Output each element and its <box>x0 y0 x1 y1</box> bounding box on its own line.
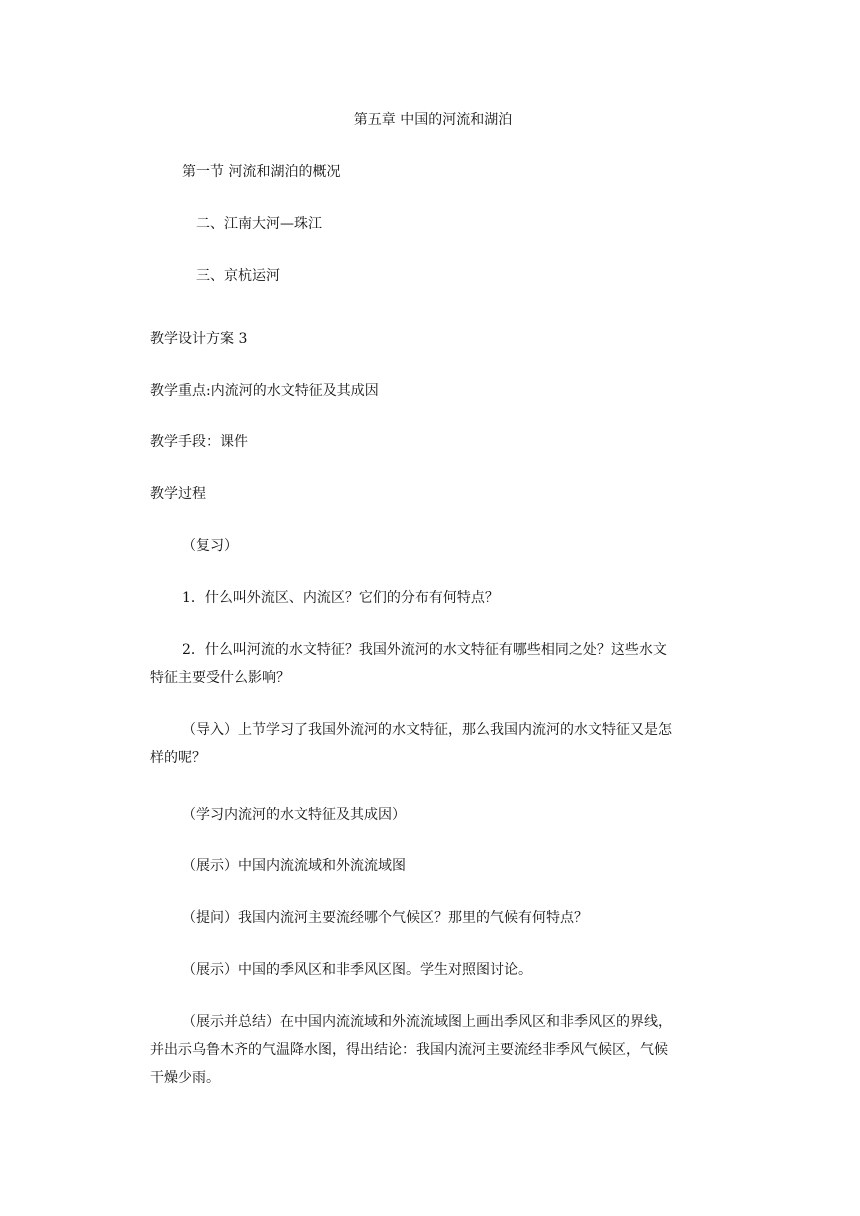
show-2: （展示）中国的季风区和非季风区图。学生对照图讨论。 <box>182 962 532 978</box>
review-label: （复习） <box>182 538 238 554</box>
study-heading: （学习内流河的水文特征及其成因） <box>182 807 406 823</box>
ask-1: （提问）我国内流河主要流经哪个气候区？那里的气候有何特点？ <box>182 910 588 926</box>
section-title: 第一节 河流和湖泊的概况 <box>182 164 341 180</box>
chapter-title: 第五章 中国的河流和湖泊 <box>353 112 513 128</box>
sub-item-2: 二、江南大河—珠江 <box>196 216 322 232</box>
teaching-process: 教学过程 <box>150 486 206 502</box>
intro-line-1: （导入）上节学习了我国外流河的水文特征，那么我国内流河的水文特征又是怎 <box>182 722 672 738</box>
summary-line-1: （展示并总结）在中国内流流域和外流流域图上画出季风区和非季风区的界线， <box>182 1014 672 1030</box>
intro-line-2: 样的呢？ <box>150 750 206 766</box>
show-1: （展示）中国内流流域和外流流域图 <box>182 858 406 874</box>
question-2-line-2: 特征主要受什么影响？ <box>150 670 290 686</box>
summary-line-2: 并出示乌鲁木齐的气温降水图，得出结论：我国内流河主要流经非季风气候区，气候 <box>150 1042 668 1058</box>
teaching-means: 教学手段：课件 <box>150 434 248 450</box>
plan-title: 教学设计方案 3 <box>150 331 248 347</box>
question-1: 1．什么叫外流区、内流区？它们的分布有何特点？ <box>182 590 499 606</box>
question-2-line-1: 2．什么叫河流的水文特征？我国外流河的水文特征有哪些相同之处？这些水文 <box>182 642 667 658</box>
key-point: 教学重点:内流河的水文特征及其成因 <box>150 383 379 399</box>
sub-item-3: 三、京杭运河 <box>196 268 280 284</box>
summary-line-3: 干燥少雨。 <box>150 1070 220 1086</box>
